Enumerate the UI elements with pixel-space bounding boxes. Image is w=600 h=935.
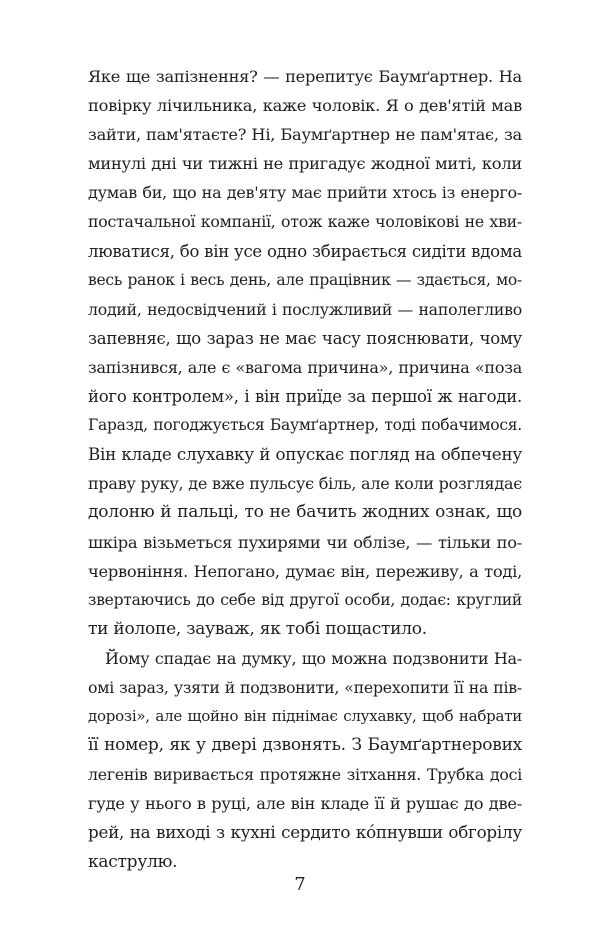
text-line: його контролем», і він приїде за першої ж нагоди. — [88, 387, 522, 407]
text-line: праву руку, де вже пульсує біль, але коли розглядає — [88, 474, 522, 494]
text-line: повірку лічильника, каже чоловік. Я о дев'ятій мав — [88, 96, 522, 116]
text-line: Яке ще запізнення? — перепитує Баумґартнер. На — [88, 67, 522, 86]
text-line: легенів виривається протяжне зітхання. Трубка досі — [88, 765, 522, 785]
text-line: ти йолопе, зауваж, як тобі пощастило. — [88, 618, 427, 639]
text-line: звертаючись до себе від другої особи, додає: круглий — [88, 590, 522, 609]
text-line: Він кладе слухавку й опускає погляд на обпечену — [88, 444, 522, 465]
page-body-text — [88, 62, 522, 877]
paragraph-1 — [88, 62, 522, 644]
page-number: 7 — [294, 874, 306, 895]
text-line: каструлю. — [88, 851, 178, 872]
text-line: думав би, що на дев'яту має прийти хтось із енерго- — [88, 183, 522, 203]
text-line: минулі дні чи тижні не пригадує жодної миті, коли — [88, 154, 522, 174]
text-line: весь ранок і весь день, але працівник — здається, мо- — [88, 270, 522, 289]
text-line: омі зараз, узяти й подзвонити, «перехопити її на пів- — [88, 677, 522, 697]
text-line: Гаразд, погоджується Баумґартнер, тоді побачимося. — [88, 416, 522, 435]
text-line: червоніння. Непогано, думає він, переживу, а тоді, — [88, 561, 522, 581]
text-line: лодий, недосвідчений і послужливий — наполегливо — [88, 299, 522, 319]
text-line: запевняє, що зараз не має часу пояснювати, чому — [88, 328, 522, 348]
text-line: гуде у нього в руці, але він кладе її й рушає до две- — [88, 794, 522, 814]
text-line: постачальної компанії, отож каже чоловікові не хви- — [88, 212, 522, 232]
text-line: зайти, пам'ятаєте? Ні, Баумґартнер не пам'ятає, за — [88, 125, 522, 145]
text-line: її номер, як у двері дзвонять. З Баумґартнерових — [88, 735, 522, 756]
paragraph-2 — [88, 644, 522, 877]
text-line: Йому спадає на думку, що можна подзвонити На- — [105, 648, 522, 668]
text-line: шкіра візьметься пухирями чи облізе, — тільки по- — [88, 532, 522, 552]
text-line: люватися, бо він усе одно збирається сидіти вдома — [88, 241, 522, 261]
text-line: запізнився, але є «вагома причина», причина «поза — [88, 357, 522, 377]
text-line: дорозі», але щойно він піднімає слухавку, щоб набрати — [88, 707, 522, 726]
text-line: долоню й пальці, то не бачить жодних ознак, що — [88, 502, 522, 523]
text-line: рей, на виході з кухні сердито кóпнувши обгорілу — [88, 822, 522, 843]
